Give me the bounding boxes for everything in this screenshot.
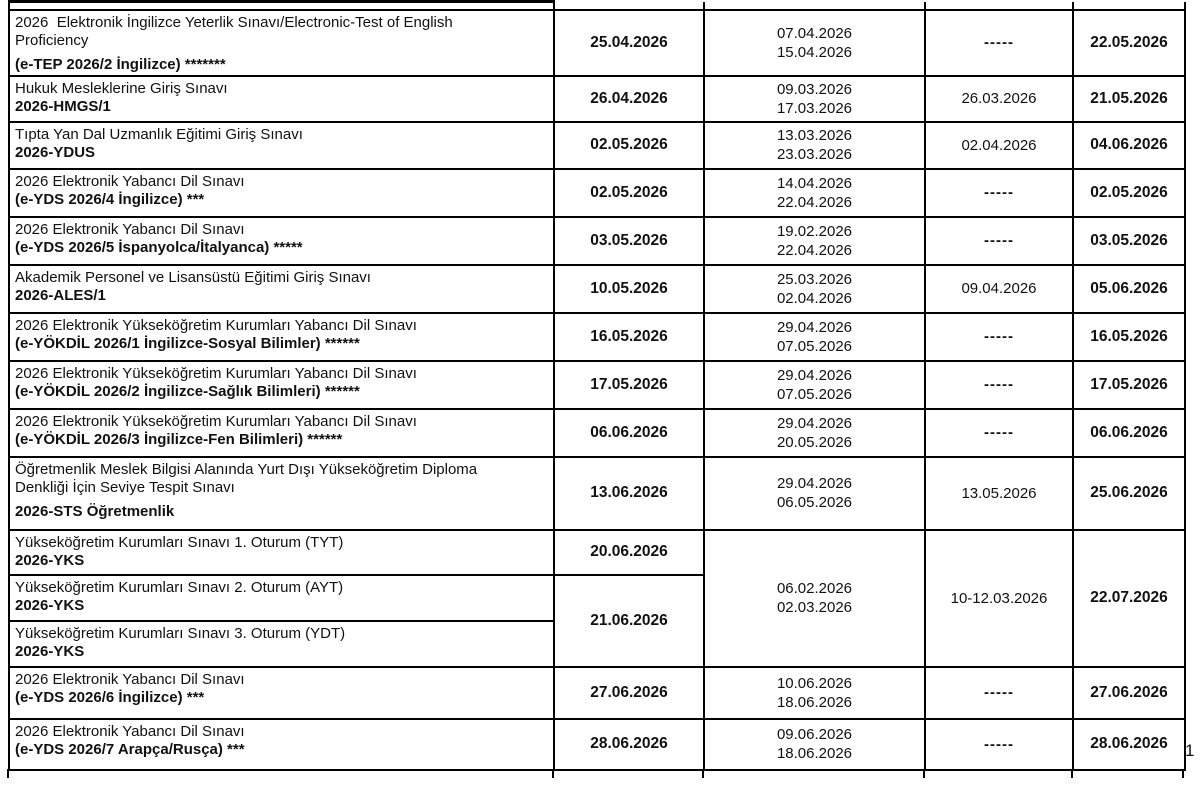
application-start-date: 14.04.2026 [776,174,853,192]
cutoff-cell [925,2,1073,10]
exam-name-line: 2026 Elektronik Yükseköğretim Kurumları Yabancı Dil Sınavı [15,364,417,382]
exam-name-line: 2026 Elektronik Yabancı Dil Sınavı [15,722,245,740]
cutoff-cell [554,2,704,10]
exam-date-cell: 16.05.2026 [554,313,704,361]
late-application-cell: ----- [925,409,1073,457]
exam-date-cell: 06.06.2026 [554,409,704,457]
exam-code: (e-YDS 2026/7 Arapça/Rusça) *** [15,741,245,758]
late-application-cell: 09.04.2026 [925,265,1073,313]
application-end-date: 02.03.2026 [776,599,853,616]
exam-name-line: 2026 Elektronik Yükseköğretim Kurumları Yabancı Dil Sınavı [15,412,417,430]
application-start-date: 29.04.2026 [776,475,853,492]
exam-name-cell [9,217,554,265]
exam-code: (e-YÖKDİL 2026/1 İngilizce-Sosyal Bilimler) ****** [15,335,360,352]
exam-date-cell: 20.06.2026 [554,530,704,575]
exam-code: 2026-HMGS/1 [15,98,111,115]
application-end-date: 06.05.2026 [776,494,853,511]
application-dates-cell [704,530,925,667]
exam-code: (e-YDS 2026/5 İspanyolca/İtalyanca) ***** [15,239,303,256]
exam-code: 2026-YKS [15,643,85,660]
application-end-date: 17.03.2026 [776,99,853,117]
exam-name-line: 2026 Elektronik İngilizce Yeterlik Sınavı/Electronic-Test of English [15,13,453,31]
application-dates-cell [704,217,925,265]
exam-name-cell [9,313,554,361]
result-date-cell: 02.05.2026 [1073,169,1185,217]
late-application-cell: ----- [925,313,1073,361]
exam-name-cell [9,719,554,770]
exam-date-cell: 17.05.2026 [554,361,704,409]
cutoff-cell [9,2,554,10]
application-dates-cell [704,313,925,361]
table-border-stub [1071,769,1073,778]
result-date-cell: 16.05.2026 [1073,313,1185,361]
cutoff-cell [704,2,925,10]
result-date-cell: 04.06.2026 [1073,122,1185,169]
exam-date-cell: 02.05.2026 [554,169,704,217]
table-row [9,76,1185,122]
late-application-cell: ----- [925,361,1073,409]
exam-name-cell [9,530,554,575]
result-date-cell: 06.06.2026 [1073,409,1185,457]
result-date-cell: 28.06.2026 [1073,719,1185,770]
exam-date-cell: 21.06.2026 [554,575,704,667]
late-application-cell: 13.05.2026 [925,457,1073,530]
late-application-cell: ----- [925,719,1073,770]
application-dates-cell [704,169,925,217]
exam-code: (e-YDS 2026/6 İngilizce) *** [15,689,205,706]
exam-name-line: Yükseköğretim Kurumları Sınavı 2. Oturum (AYT) [15,578,344,596]
exam-code: 2026-YKS [15,552,85,569]
exam-name-cell [9,122,554,169]
exam-name-cell [9,667,554,719]
result-date-cell: 21.05.2026 [1073,76,1185,122]
application-dates-cell [704,361,925,409]
application-end-date: 07.05.2026 [776,337,853,355]
result-date-cell: 05.06.2026 [1073,265,1185,313]
exam-date-cell: 13.06.2026 [554,457,704,530]
exam-calendar-table [8,0,1186,771]
exam-name-line: 2026 Elektronik Yükseköğretim Kurumları Yabancı Dil Sınavı [15,316,417,334]
exam-date-cell: 10.05.2026 [554,265,704,313]
exam-code: (e-YDS 2026/4 İngilizce) *** [15,191,205,208]
table-border-stub [552,769,554,778]
exam-name-line: 2026 Elektronik Yabancı Dil Sınavı [15,220,245,238]
late-application-cell: 10-12.03.2026 [925,530,1073,667]
exam-name-line: 2026 Elektronik Yabancı Dil Sınavı [15,172,245,190]
exam-name-line: Öğretmenlik Meslek Bilgisi Alanında Yurt Dışı Yükseköğretim Diploma [15,460,478,478]
exam-name-cell [9,76,554,122]
table-row [9,667,1185,719]
table-border-stub [7,769,9,778]
table-row [9,217,1185,265]
exam-name-line: Yükseköğretim Kurumları Sınavı 3. Oturum (YDT) [15,624,346,642]
application-end-date: 02.04.2026 [776,289,853,307]
late-application-cell: ----- [925,667,1073,719]
application-start-date: 13.03.2026 [776,127,853,144]
application-start-date: 09.06.2026 [776,726,853,743]
late-application-cell: 26.03.2026 [925,76,1073,122]
exam-name-cell [9,169,554,217]
application-end-date: 15.04.2026 [776,43,853,61]
table-row [9,409,1185,457]
application-start-date: 29.04.2026 [776,414,853,432]
exam-code: 2026-ALES/1 [15,287,106,304]
exam-name-line: Yükseköğretim Kurumları Sınavı 1. Oturum (TYT) [15,533,344,551]
exam-date-cell: 28.06.2026 [554,719,704,770]
exam-name-cell [9,621,554,667]
exam-name-cell [9,409,554,457]
application-start-date: 19.02.2026 [776,222,853,240]
exam-date-cell: 25.04.2026 [554,10,704,76]
application-end-date: 18.06.2026 [776,693,853,711]
application-dates-cell [704,265,925,313]
late-application-cell: ----- [925,10,1073,76]
exam-name-cell [9,265,554,313]
result-date-cell: 17.05.2026 [1073,361,1185,409]
page-number: 1 [1185,741,1195,760]
exam-date-cell: 02.05.2026 [554,122,704,169]
application-dates-cell [704,457,925,530]
exam-name-cell [9,361,554,409]
application-dates-cell [704,10,925,76]
application-start-date: 25.03.2026 [776,270,853,288]
cutoff-cell [1073,2,1185,10]
table-row-cutoff-top [9,2,1185,10]
late-application-cell: 02.04.2026 [925,122,1073,169]
exam-date-cell: 03.05.2026 [554,217,704,265]
result-date-cell: 27.06.2026 [1073,667,1185,719]
exam-code: 2026-YKS [15,597,85,614]
table-row [9,361,1185,409]
exam-name-line: Tıpta Yan Dal Uzmanlık Eğitimi Giriş Sınavı [15,125,303,143]
application-start-date: 29.04.2026 [776,366,853,384]
exam-code: (e-TEP 2026/2 İngilizce) ******* [15,55,226,73]
result-date-cell: 22.07.2026 [1073,530,1185,667]
application-start-date: 29.04.2026 [776,318,853,336]
table-row [9,530,1185,575]
application-start-date: 09.03.2026 [776,80,853,98]
table-row [9,10,1185,76]
application-dates-cell [704,122,925,169]
result-date-cell: 25.06.2026 [1073,457,1185,530]
exam-name-cell [9,457,554,530]
table-row [9,313,1185,361]
application-start-date: 10.06.2026 [776,674,853,692]
table-row [9,169,1185,217]
application-end-date: 22.04.2026 [776,241,853,259]
application-dates-cell [704,719,925,770]
application-dates-cell [704,76,925,122]
result-date-cell: 22.05.2026 [1073,10,1185,76]
table-border-stub [1182,769,1184,778]
result-date-cell: 03.05.2026 [1073,217,1185,265]
application-end-date: 18.06.2026 [776,745,853,762]
exam-name-cell [9,575,554,621]
table-border-stub [923,769,925,778]
exam-code: (e-YÖKDİL 2026/3 İngilizce-Fen Bilimleri) ****** [15,431,343,448]
application-dates-cell [704,409,925,457]
exam-name-line: Denkliği İçin Seviye Tespit Sınavı [15,479,235,496]
table-row [9,122,1185,169]
exam-code: 2026-STS Öğretmenlik [15,502,175,520]
exam-name-line: Akademik Personel ve Lisansüstü Eğitimi Giriş Sınavı [15,268,371,286]
table-row [9,719,1185,770]
table-row [9,457,1185,530]
application-end-date: 07.05.2026 [776,385,853,403]
exam-code: 2026-YDUS [15,144,96,161]
late-application-cell: ----- [925,217,1073,265]
table-border-stub [702,769,704,778]
application-end-date: 20.05.2026 [776,433,853,451]
exam-date-cell: 27.06.2026 [554,667,704,719]
exam-name-cell [9,10,554,76]
application-start-date: 07.04.2026 [776,24,853,42]
late-application-cell: ----- [925,169,1073,217]
application-start-date: 06.02.2026 [776,580,853,597]
exam-name-line: Proficiency [15,32,89,49]
application-end-date: 22.04.2026 [776,193,853,211]
application-end-date: 23.03.2026 [776,146,853,163]
exam-date-cell: 26.04.2026 [554,76,704,122]
application-dates-cell [704,667,925,719]
exam-name-line: 2026 Elektronik Yabancı Dil Sınavı [15,670,245,688]
exam-name-line: Hukuk Mesleklerine Giriş Sınavı [15,79,228,97]
table-row [9,265,1185,313]
exam-code: (e-YÖKDİL 2026/2 İngilizce-Sağlık Bilimleri) ****** [15,383,360,400]
